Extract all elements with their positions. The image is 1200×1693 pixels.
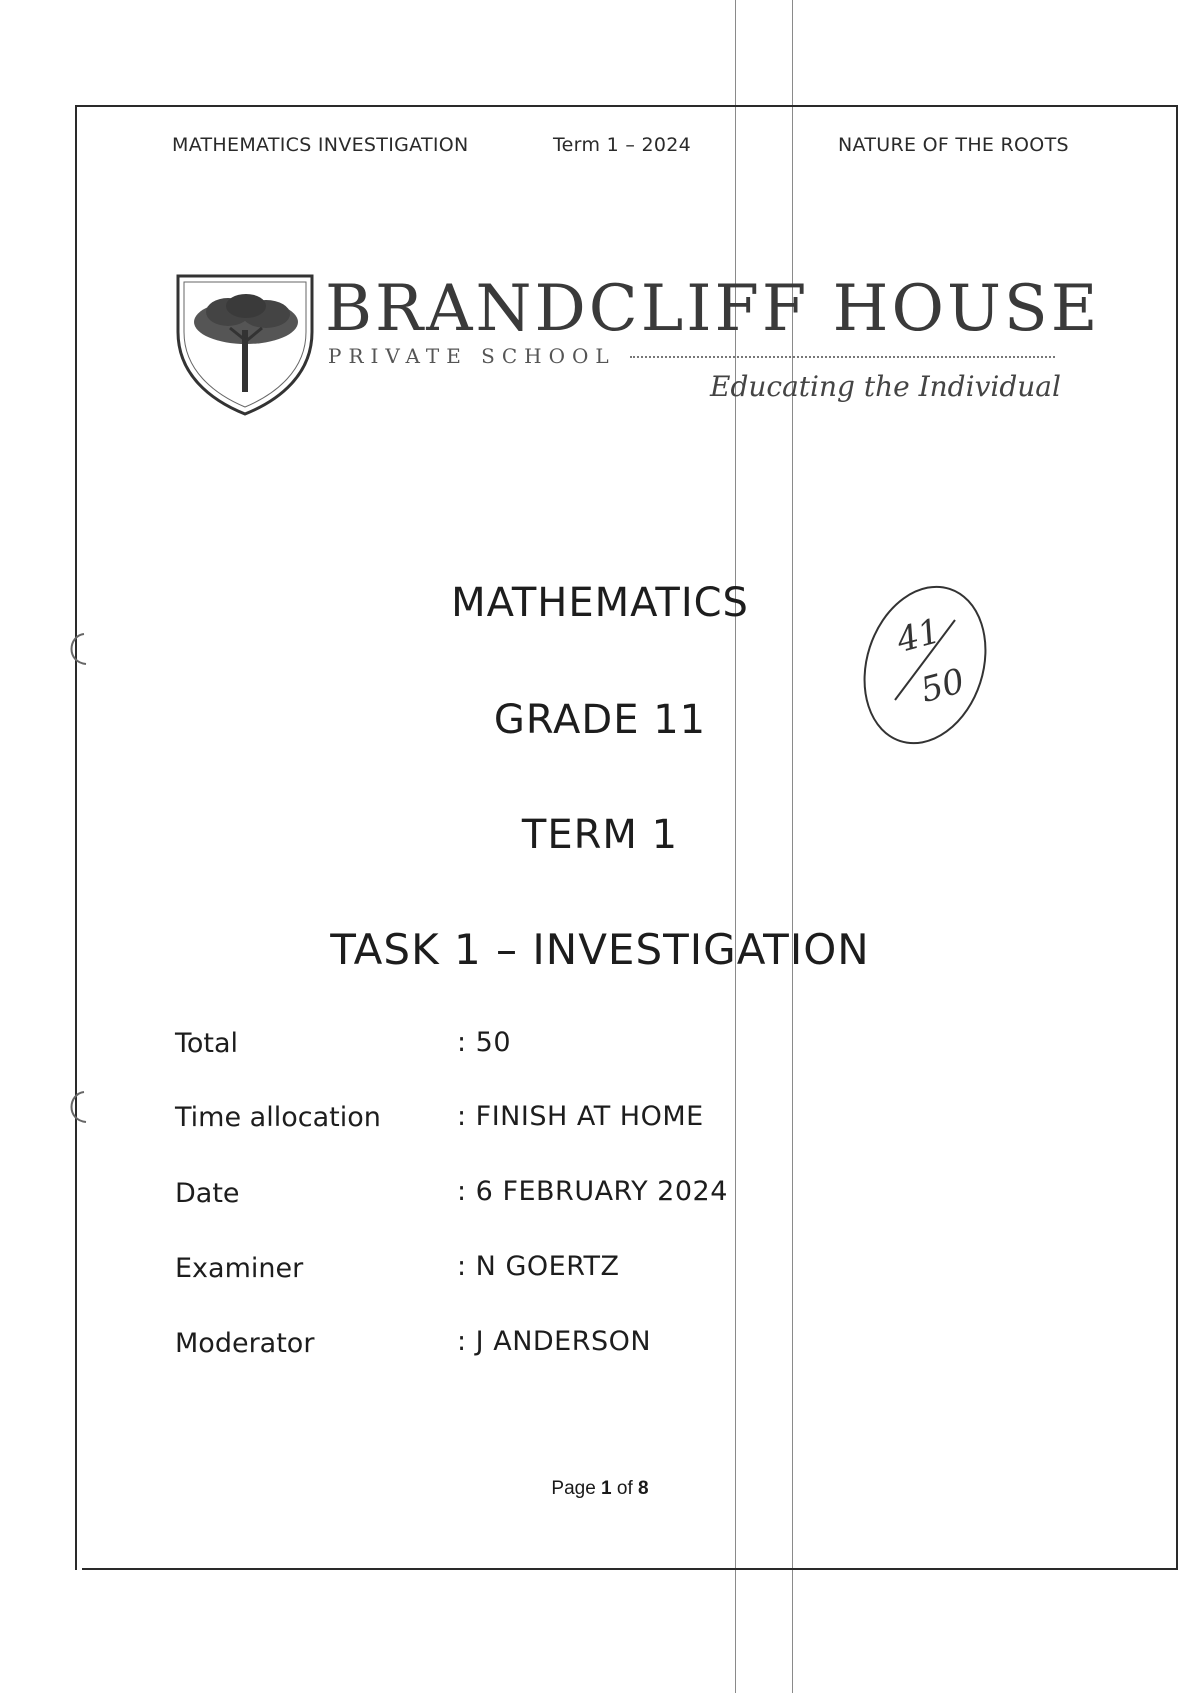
logo-rule — [630, 356, 1055, 358]
header-topic: NATURE OF THE ROOTS — [838, 134, 1069, 156]
task-title: TASK 1 – INVESTIGATION — [330, 925, 870, 974]
header-subject: MATHEMATICS INVESTIGATION — [172, 134, 469, 156]
school-subtitle: PRIVATE SCHOOL — [328, 344, 616, 368]
detail-label-time: Time allocation — [175, 1102, 381, 1133]
page-total: 8 — [638, 1478, 649, 1499]
page-prefix: Page — [551, 1478, 602, 1499]
school-name: BRANDCLIFF HOUSE — [325, 272, 1101, 346]
subject-title: MATHEMATICS — [451, 580, 749, 626]
detail-label-moderator: Moderator — [175, 1328, 315, 1359]
school-tagline: Educating the Individual — [710, 370, 1061, 403]
header-term: Term 1 – 2024 — [553, 134, 692, 156]
mark-total: 50 — [916, 661, 969, 711]
page-border-bottom — [82, 1568, 1178, 1570]
handwritten-mark — [855, 580, 995, 750]
page-sep: of — [611, 1478, 639, 1499]
detail-value-examiner: : N GOERTZ — [457, 1251, 620, 1282]
detail-value-date: : 6 FEBRUARY 2024 — [457, 1176, 728, 1207]
grade-title: GRADE 11 — [493, 697, 707, 743]
detail-value-time: : FINISH AT HOME — [457, 1101, 704, 1132]
tree-shield-icon — [170, 262, 320, 418]
school-logo — [170, 262, 1101, 422]
mark-circle — [855, 580, 995, 750]
detail-label-date: Date — [175, 1178, 240, 1209]
page-current: 1 — [601, 1478, 612, 1499]
detail-label-examiner: Examiner — [175, 1253, 304, 1284]
page-number — [0, 1478, 1200, 1500]
term-title: TERM 1 — [521, 812, 679, 858]
punch-hole-mark — [62, 630, 98, 670]
punch-hole-mark — [62, 1088, 98, 1128]
detail-label-total: Total — [175, 1028, 239, 1059]
page-border-top — [75, 105, 1178, 107]
detail-value-moderator: : J ANDERSON — [457, 1326, 652, 1357]
detail-value-total: : 50 — [457, 1027, 512, 1058]
mark-score: 41 — [892, 611, 945, 661]
